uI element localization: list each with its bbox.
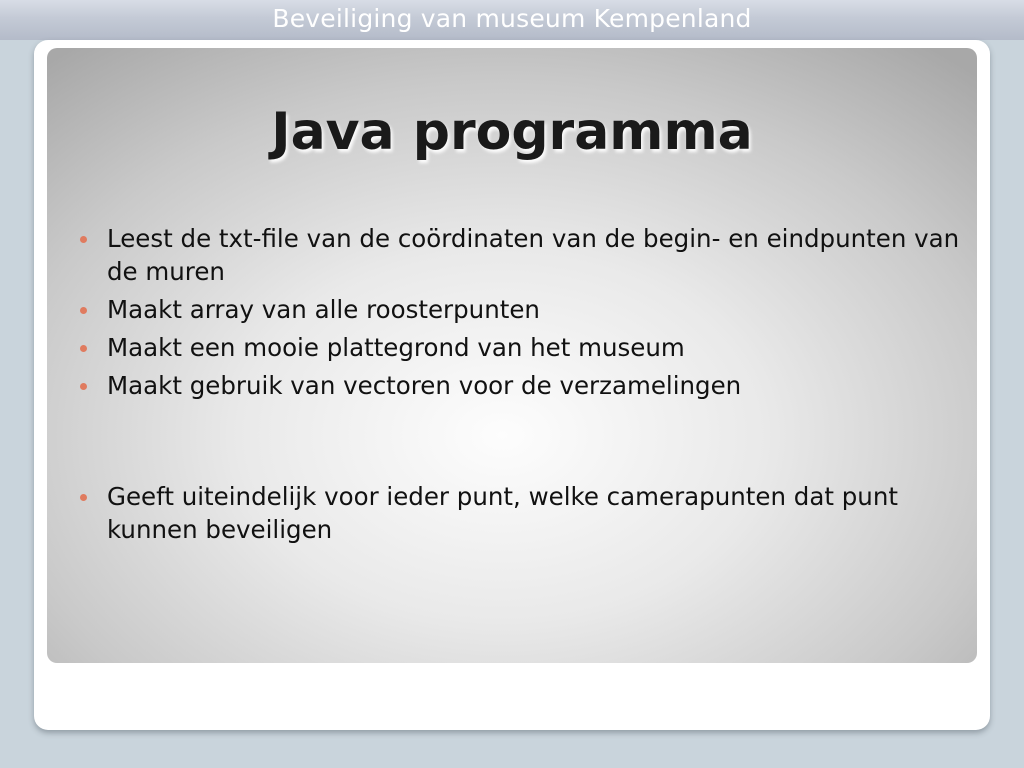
bullet-text: Maakt array van alle roosterpunten	[107, 295, 540, 324]
bullet-list	[47, 222, 977, 551]
bullet-dot-icon	[80, 383, 87, 390]
list-item	[47, 293, 977, 326]
list-item	[47, 331, 977, 364]
list-item	[47, 222, 977, 288]
bullet-text: Geeft uiteindelijk voor ieder punt, welke camerapunten dat punt kunnen beveiligen	[107, 482, 898, 544]
bullet-text: Leest de txt-file van de coördinaten van de begin- en eindpunten van de muren	[107, 224, 960, 286]
presentation-title: Beveiliging van museum Kempenland	[272, 4, 752, 33]
bullet-dot-icon	[80, 307, 87, 314]
list-item	[47, 369, 977, 402]
bullet-dot-icon	[80, 236, 87, 243]
bullet-text: Maakt een mooie plattegrond van het museum	[107, 333, 685, 362]
bullet-text: Maakt gebruik van vectoren voor de verzamelingen	[107, 371, 742, 400]
list-item	[47, 480, 977, 546]
bullet-dot-icon	[80, 494, 87, 501]
bullet-dot-icon	[80, 345, 87, 352]
slide-title: Java programma	[271, 102, 753, 162]
